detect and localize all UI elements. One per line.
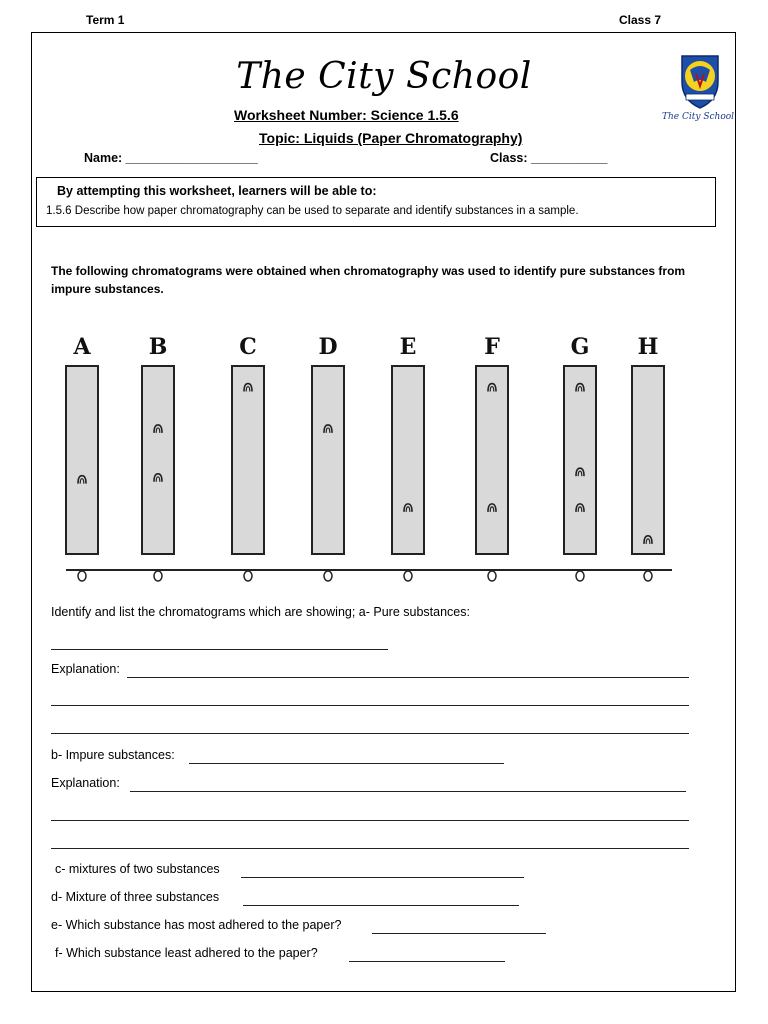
paper-strip [632,366,664,554]
origin-mark [324,571,332,581]
question-d: d- Mixture of three substances [51,890,220,904]
term-label: Term 1 [86,13,125,27]
chromatogram-label: C [239,334,257,360]
origin-mark [644,571,652,581]
chromatogram-g [564,334,596,581]
paper-strip [66,366,98,554]
answer-line-explanation-1[interactable] [127,677,689,678]
class-field[interactable]: Class: ___________ [490,151,608,165]
answer-line-a[interactable] [51,649,388,650]
question-b: b- Impure substances: [51,748,175,762]
answer-line-d[interactable] [243,905,519,906]
chromatogram-diagram [60,330,680,592]
chromatogram-e [392,334,424,581]
origin-mark [576,571,584,581]
class-label: Class 7 [619,13,662,27]
explanation-label-2: Explanation: [51,776,120,790]
origin-mark [244,571,252,581]
answer-line-explanation-1c[interactable] [51,733,689,734]
chromatogram-a [66,334,98,581]
paper-strip [142,366,174,554]
chromatogram-label: F [484,334,500,360]
chromatogram-label: A [73,334,91,360]
answer-line-f[interactable] [349,961,505,962]
name-field[interactable]: Name: ___________________ [84,151,258,165]
answer-line-explanation-2b[interactable] [51,820,689,821]
chromatogram-b [142,334,174,581]
chromatogram-f [476,334,508,581]
chromatogram-h [632,334,664,581]
answer-line-explanation-1b[interactable] [51,705,689,706]
answer-line-c[interactable] [241,877,524,878]
worksheet-topic: Topic: Liquids (Paper Chromatography) [259,130,523,146]
worksheet-number: Worksheet Number: Science 1.5.6 [234,107,459,123]
chromatogram-label: B [148,334,168,360]
logo-caption: The City School [662,112,735,122]
intro-text: The following chromatograms were obtained when chromatography was used to identify pure substances from impure substances. [51,264,686,296]
paper-strip [392,366,424,554]
explanation-label-1: Explanation: [51,662,120,676]
objectives-heading: By attempting this worksheet, learners will be able to: [57,184,377,198]
question-a: Identify and list the chromatograms which are showing; a- Pure substances: [51,605,470,619]
chromatogram-label: E [399,334,417,360]
chromatogram-label: G [570,334,590,360]
chromatogram-label: D [318,334,338,360]
origin-mark [154,571,162,581]
answer-line-explanation-2[interactable] [130,791,686,792]
origin-mark [488,571,496,581]
answer-line-b[interactable] [189,763,504,764]
school-name: The City School [236,56,532,97]
chromatogram-d [312,334,344,581]
question-f: f- Which substance least adhered to the paper? [55,946,318,960]
question-e: e- Which substance has most adhered to the paper? [51,918,342,932]
answer-line-explanation-2c[interactable] [51,848,689,849]
origin-mark [78,571,86,581]
chromatogram-c [232,334,264,581]
origin-mark [404,571,412,581]
school-crest-icon [676,52,724,112]
objectives-box [36,177,716,227]
paper-strip [476,366,508,554]
paper-strip [564,366,596,554]
paper-strip [312,366,344,554]
chromatogram-label: H [637,334,659,360]
question-c: c- mixtures of two substances [55,862,220,876]
paper-strip [232,366,264,554]
objectives-item: 1.5.6 Describe how paper chromatography can be used to separate and identify substances in a sample. [46,205,579,217]
answer-line-e[interactable] [372,933,546,934]
